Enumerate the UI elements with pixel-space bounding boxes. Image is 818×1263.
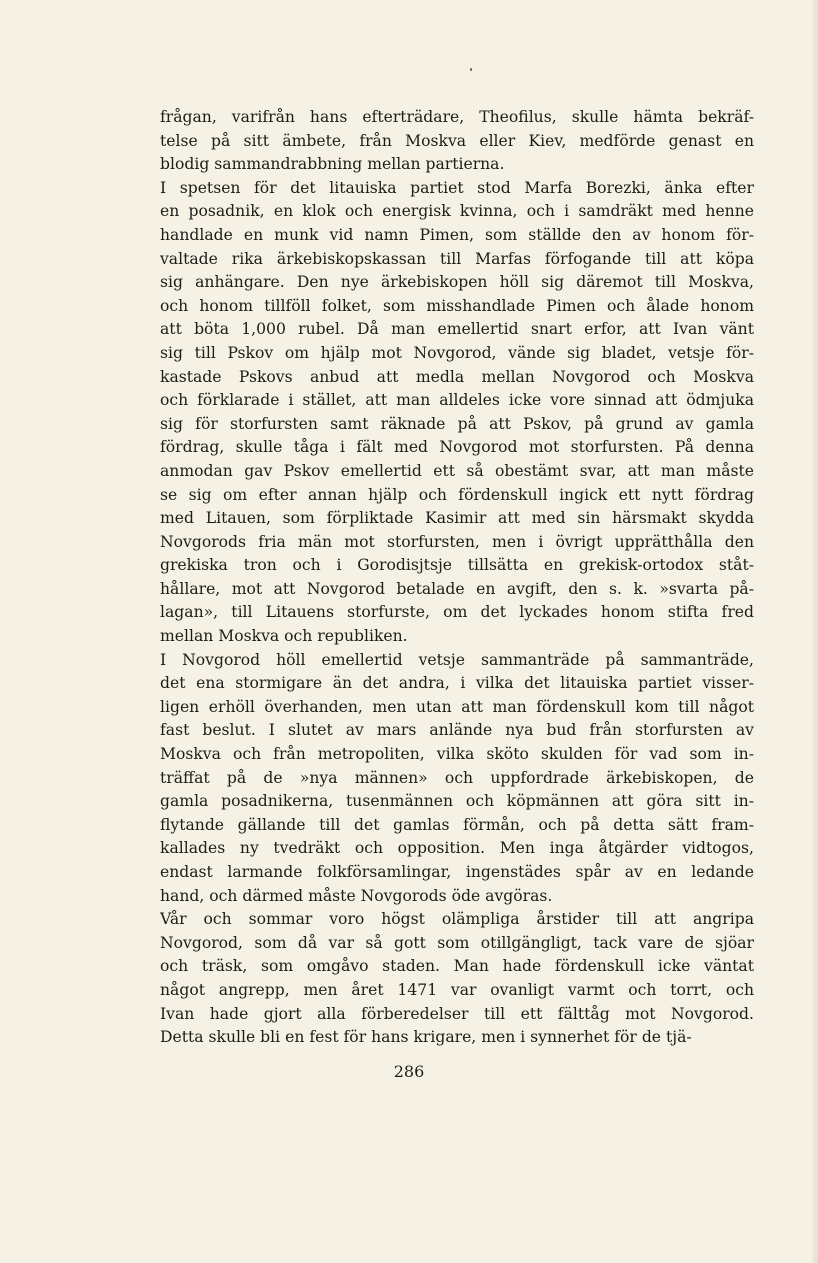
text-line: Novgorods fria män mot storfursten, men i övrigt upprätthålla den xyxy=(160,532,754,551)
text-line: träffat på de »nya männen» och uppfordrade ärkebiskopen, de xyxy=(160,768,754,787)
paper-speck xyxy=(470,68,472,71)
text-line: grekiska tron och i Gorodisjtsje tillsätta en grekisk-ortodox ståt- xyxy=(160,556,754,575)
text-line: sig för storfursten samt räknade på att Pskov, på grund av gamla xyxy=(160,414,754,433)
paragraph xyxy=(160,106,754,177)
text-line: och träsk, som omgåvo staden. Man hade fördenskull icke väntat xyxy=(160,957,754,976)
text-line: något angrepp, men året 1471 var ovanligt varmt och torrt, och xyxy=(160,980,754,999)
text-line: gamla posadnikerna, tusenmännen och köpmännen att göra sitt in- xyxy=(160,792,754,811)
text-line: Novgorod, som då var så gott som otillgängligt, tack vare de sjöar xyxy=(160,933,754,952)
text-line: och honom tillföll folket, som misshandlade Pimen och ålade honom xyxy=(160,296,754,315)
text-line: Detta skulle bli en fest för hans krigare, men i synnerhet för de tjä- xyxy=(160,1028,692,1047)
text-line: frågan, varifrån hans efterträdare, Theofilus, skulle hämta bekräf- xyxy=(160,108,754,126)
text-line: anmodan gav Pskov emellertid ett så obestämt svar, att man måste xyxy=(160,461,754,480)
text-line: kastade Pskovs anbud att medla mellan Novgorod och Moskva xyxy=(160,367,754,386)
body-text xyxy=(160,106,754,1050)
text-line: telse på sitt ämbete, från Moskva eller Kiev, medförde genast en xyxy=(160,131,754,150)
text-line: fördrag, skulle tåga i fält med Novgorod mot storfursten. På denna xyxy=(160,438,754,457)
text-line: fast beslut. I slutet av mars anlände nya bud från storfursten av xyxy=(160,721,754,740)
text-line: hållare, mot att Novgorod betalade en avgift, den s. k. »svarta på- xyxy=(160,579,754,598)
text-line: endast larmande folkförsamlingar, ingenstädes spår av en ledande xyxy=(160,863,754,881)
text-line: kallades ny tvedräkt och opposition. Men inga åtgärder vidtogos, xyxy=(160,839,754,858)
text-line: och förklarade i stället, att man alldeles icke vore sinnad att ödmjuka xyxy=(160,391,754,410)
text-line: handlade en munk vid namn Pimen, som ställde den av honom för- xyxy=(160,225,754,244)
text-line: att böta 1,000 rubel. Då man emellertid snart erfor, att Ivan vänt xyxy=(160,320,754,339)
text-line: sig till Pskov om hjälp mot Novgorod, vände sig bladet, vetsje för- xyxy=(160,343,754,362)
paragraph xyxy=(160,908,754,1050)
page-number: 286 xyxy=(393,1062,425,1081)
text-line: se sig om efter annan hjälp och fördenskull ingick ett nytt fördrag xyxy=(160,485,754,504)
text-line: blodig sammandrabbning mellan partierna. xyxy=(160,155,505,174)
text-line: ligen erhöll överhanden, men utan att man fördenskull kom till något xyxy=(160,697,754,716)
paragraph xyxy=(160,649,754,909)
text-line: valtade rika ärkebiskopskassan till Marfas förfogande till att köpa xyxy=(160,249,754,268)
text-line: lagan», till Litauens storfurste, om det lyckades honom stifta fred xyxy=(160,603,754,622)
text-line: Ivan hade gjort alla förberedelser till ett fälttåg mot Novgorod. xyxy=(160,1004,754,1023)
text-line: hand, och därmed måste Novgorods öde avgöras. xyxy=(160,886,553,905)
text-line: Vår och sommar voro högst olämpliga årstider till att angripa xyxy=(160,910,754,929)
text-line: det ena stormigare än det andra, i vilka det litauiska partiet visser- xyxy=(160,674,754,693)
text-line: sig anhängare. Den nye ärkebiskopen höll sig däremot till Moskva, xyxy=(160,273,754,292)
paragraph xyxy=(160,177,754,649)
text-line: en posadnik, en klok och energisk kvinna, och i samdräkt med henne xyxy=(160,202,754,221)
text-line: flytande gällande till det gamlas förmån, och på detta sätt fram- xyxy=(160,815,754,834)
text-line: I Novgorod höll emellertid vetsje sammanträde på sammanträde, xyxy=(160,650,754,669)
text-line: Moskva och från metropoliten, vilka sköto skulden för vad som in- xyxy=(160,745,754,764)
text-line: mellan Moskva och republiken. xyxy=(160,627,408,646)
text-line: med Litauen, som förpliktade Kasimir att med sin härsmakt skydda xyxy=(160,509,754,528)
text-line: I spetsen för det litauiska partiet stod Marfa Borezki, änka efter xyxy=(160,178,754,197)
